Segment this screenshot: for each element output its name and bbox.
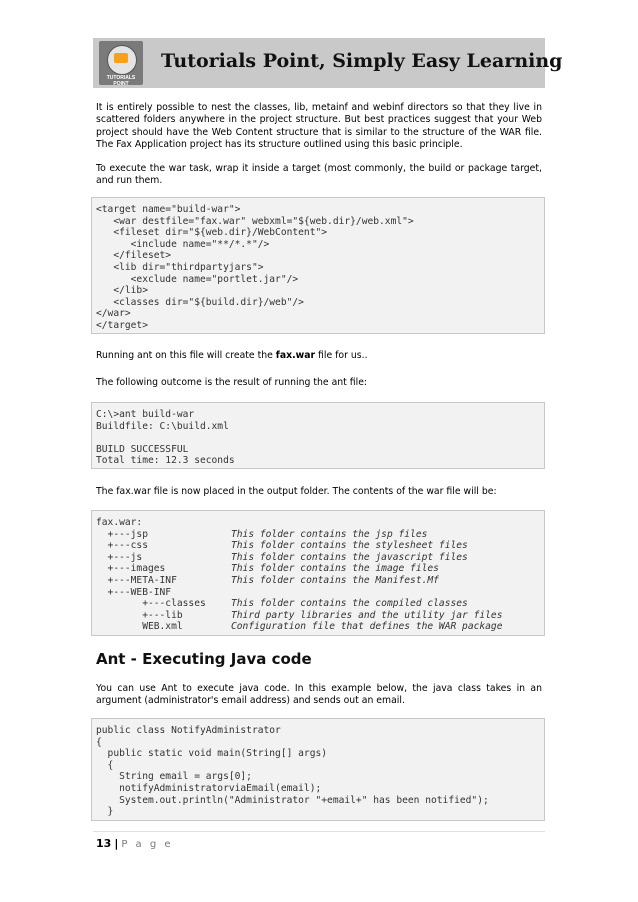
code-block-output [91,402,545,469]
code-block-war-target [91,197,545,334]
page-number: 13 [96,837,112,850]
code-line: <target name="build-war"> [96,204,241,215]
section-heading: Ant - Executing Java code [96,650,312,668]
tree-path: +---images [96,563,166,575]
page-footer [96,837,173,850]
tree-description: This folder contains the Manifest.Mf [231,574,439,586]
code-line: } [96,806,114,818]
logo-book-icon [114,53,128,63]
page-header [93,38,563,88]
code-line: <exclude name="portlet.jar"/> [96,273,299,285]
tree-row [96,598,540,610]
tree-path: +---lib [96,609,183,621]
tree-description: This folder contains the javascript files [231,551,468,563]
code-line: <include name="**/*.*"/> [96,238,270,250]
code-line: <lib dir="thirdpartyjars"> [96,261,264,273]
footer-divider [93,831,545,832]
filename-bold: fax.war [275,350,316,361]
tree-description: Third party libraries and the utility jar files [231,609,503,621]
tree-path: +---js [96,551,143,563]
tree-row [96,563,540,575]
tree-description: This folder contains the compiled classes [231,598,468,610]
code-line: public static void main(String[] args) [96,748,328,760]
code-line: String email = args[0]; [96,771,252,783]
code-line: <fileset dir="${web.dir}/WebContent"> [96,227,328,239]
code-line: { [96,736,102,748]
tutorialspoint-logo [99,41,143,85]
tree-row [96,540,540,552]
code-line: public class NotifyAdministrator [96,725,281,736]
code-line: </target> [96,319,148,331]
footer-separator: | [114,837,119,850]
logo-text: TUTORIALS POINT [106,75,136,87]
tree-path: WEB.xml [96,621,183,633]
paragraph-war-contents: The fax.war file is now placed in the output folder. The contents of the war file will be: [96,486,497,497]
tree-path: +---jsp [96,528,148,540]
tree-path: +---classes [96,598,206,610]
tree-description: Configuration file that defines the WAR package [231,621,503,633]
paragraph-outcome: The following outcome is the result of running the ant file: [96,377,368,388]
paragraph-execute-war: To execute the war task, wrap it inside a target (most commonly, the build or package target, and run them. [96,163,542,187]
text-after: file for us.. [315,350,368,361]
tree-row [96,621,540,633]
code-line: System.out.println("Administrator "+email+" has been notified"); [96,794,489,806]
code-line [96,432,540,444]
page-label: P a g e [121,839,174,850]
code-block-war-tree [91,510,545,636]
paragraph-java-code: You can use Ant to execute java code. In this example below, the java class takes in an argument (administrator's email address) and sends out an email. [96,683,542,707]
code-line: </war> [96,308,131,320]
tree-row [96,610,540,622]
code-line: Buildfile: C:\build.xml [96,420,229,432]
text-before: Running ant on this file will create the [96,350,276,361]
code-line: </lib> [96,285,148,297]
tree-path: +---META-INF [96,574,177,586]
tree-path: +---WEB-INF [96,586,172,598]
tree-description: This folder contains the stylesheet files [231,540,468,552]
tree-row [96,552,540,564]
code-line: Total time: 12.3 seconds [96,455,235,467]
paragraph-running-ant [96,350,542,362]
tree-row [96,575,540,587]
code-block-java [91,718,545,821]
code-line: </fileset> [96,250,172,262]
code-line: notifyAdministratorviaEmail(email); [96,782,322,794]
tree-path: +---css [96,540,148,552]
code-line: <war destfile="fax.war" webxml="${web.dir}/web.xml"> [96,215,414,227]
header-title: Tutorials Point, Simply Easy Learning [161,50,563,72]
code-line: C:\>ant build-war [96,409,195,420]
code-line: <classes dir="${build.dir}/web"/> [96,296,304,308]
tree-description: This folder contains the image files [231,563,439,575]
code-line: BUILD SUCCESSFUL [96,443,189,455]
tree-row [96,529,540,541]
tree-row [96,587,540,599]
paragraph-nesting: It is entirely possible to nest the classes, lib, metainf and webinf directors so that they live in scattered folders anywhere in the project structure. But best practices suggest that your Web project should have the Web Content structure that is similar to the structure of the WAR file. The Fax Application project has its structure outlined using this basic principle. [96,102,542,151]
code-line: { [96,759,114,771]
tree-root: fax.war: [96,517,143,528]
tree-description: This folder contains the jsp files [231,528,428,540]
